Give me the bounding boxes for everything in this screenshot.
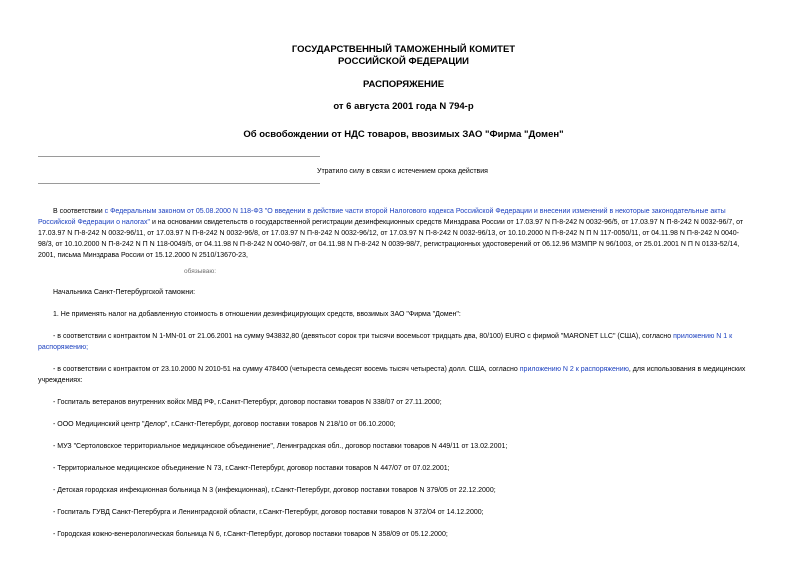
appendix-1-link[interactable]: приложению N 1 к — [673, 333, 733, 340]
institution-item: - Госпиталь ветеранов внутренних войск МВД РФ, г.Санкт-Петербург, договор поставки товаров N 338/07 от 27.11.2000; — [53, 399, 442, 406]
org-name-line2: РОССИЙСКОЙ ФЕДЕРАЦИИ — [337, 56, 469, 67]
preamble-line-2: Российской Федерации о налогах" и на основании свидетельств о государственной регистрации дезинфекционных средств Минздрава России от 17.03.97 N П-8-242 N 0032-96/5, от 17.03.97 N П-8-242 N 0032-96/7, от — [38, 219, 744, 226]
obligate-word: обязываю: — [184, 268, 217, 275]
institution-item: - Территориальное медицинское объединение N 73, г.Санкт-Петербург, договор поставки товаров N 447/07 от 07.02.2001; — [53, 465, 450, 472]
preamble-line-4: 98/3, от 10.10.2000 N П-8-242 N П N 118-0049/5, от 04.11.98 N П-8-242 N 0040-98/7, от 04.11.98 N П-8-242 N 0039-98/7, регистрационных удостоверений от 06.12.96 МЗМПР N 96/1003, от 25.01.2001 N П N 0133-52/14, — [38, 241, 740, 248]
preamble-line-3: 17.03.97 N П-8-242 N 0032-96/11, от 17.03.97 N П-8-242 N 0032-96/8, от 17.03.97 N П-8-242 N 0032-96/12, от 17.03.97 N П-8-242 N 0032-96/13, от 10.10.2000 N П-8-242 N П N 117-0050/11, от 04.11.98 N П-8-242 N 0040- — [38, 230, 740, 237]
contract-2-line-2: учреждениях: — [38, 377, 83, 384]
appendix-1-link-cont[interactable]: распоряжению; — [38, 344, 89, 351]
appendix-2-link[interactable]: приложению N 2 к распоряжению — [519, 366, 629, 373]
contract-2-line-1: - в соответствии с контрактом от 23.10.2000 N 2010-51 на сумму 478400 (четыреста семьдесят восемь тысяч четыреста) долл. США, согласно приложению N 2 к распоряжению, для использования в медицинских — [53, 366, 746, 373]
federal-law-link-cont[interactable]: Российской Федерации о налогах" — [38, 219, 150, 226]
separator-line-bottom — [38, 183, 320, 184]
item-1: 1. Не применять налог на добавленную стоимость в отношении дезинфицирующих средств, ввозимых ЗАО "Фирма "Домен": — [53, 311, 461, 318]
document-type: РАСПОРЯЖЕНИЕ — [362, 79, 445, 90]
contract-1-line-1: - в соответствии с контрактом N 1-MN-01 от 21.06.2001 на сумму 943832,80 (девятьсот сорок три тысячи восемьсот тридцать два, 80/100) EURO с фирмой "MARONET LLC" (США), согласно приложению N 1 к — [53, 333, 733, 340]
institution-item: - Детская городская инфекционная больница N 3 (инфекционная), г.Санкт-Петербург, договор поставки товаров N 379/05 от 22.12.2000; — [53, 487, 496, 494]
contract-1-line-2 — [38, 342, 88, 353]
document-date: от 6 августа 2001 года N 794-р — [333, 101, 474, 112]
preamble-line-5: 2001, письма Минздрава России от 15.12.2000 N 2510/13670-23, — [38, 252, 248, 259]
status-note: Утратило силу в связи с истечением срока действия — [317, 168, 488, 175]
addressee: Начальника Санкт-Петербургской таможни: — [53, 289, 196, 296]
institution-item: - ООО Медицинский центр "Делор", г.Санкт-Петербург, договор поставки товаров N 218/10 от 06.10.2000; — [53, 421, 396, 428]
federal-law-link[interactable]: с Федеральным законом от 05.08.2000 N 118-ФЗ "О введении в действие части второй Налогового кодекса Российской Федерации и внесении изменений в некоторые законодательные акты — [104, 208, 726, 215]
institution-item: - Госпиталь ГУВД Санкт-Петербурга и Ленинградской области, г.Санкт-Петербург, договор поставки товаров N 372/04 от 14.12.2000; — [53, 509, 484, 516]
institution-item: - Городская кожно-венерологическая больница N 6, г.Санкт-Петербург, договор поставки товаров N 358/09 от 05.12.2000; — [53, 531, 448, 538]
preamble-line-1: В соответствии с Федеральным законом от 05.08.2000 N 118-ФЗ "О введении в действие части второй Налогового кодекса Российской Федерации и внесении изменений в некоторые законодательные акты — [53, 208, 726, 215]
document-title: Об освобождении от НДС товаров, ввозимых ЗАО "Фирма "Домен" — [243, 129, 564, 140]
org-name-line1: ГОСУДАРСТВЕННЫЙ ТАМОЖЕННЫЙ КОМИТЕТ — [291, 44, 516, 55]
separator-line-top — [38, 156, 320, 157]
institution-item: - МУЗ "Сертоловское территориальное медицинское объединение", Ленинградская обл., договор поставки товаров N 449/11 от 13.02.2001; — [53, 443, 508, 450]
